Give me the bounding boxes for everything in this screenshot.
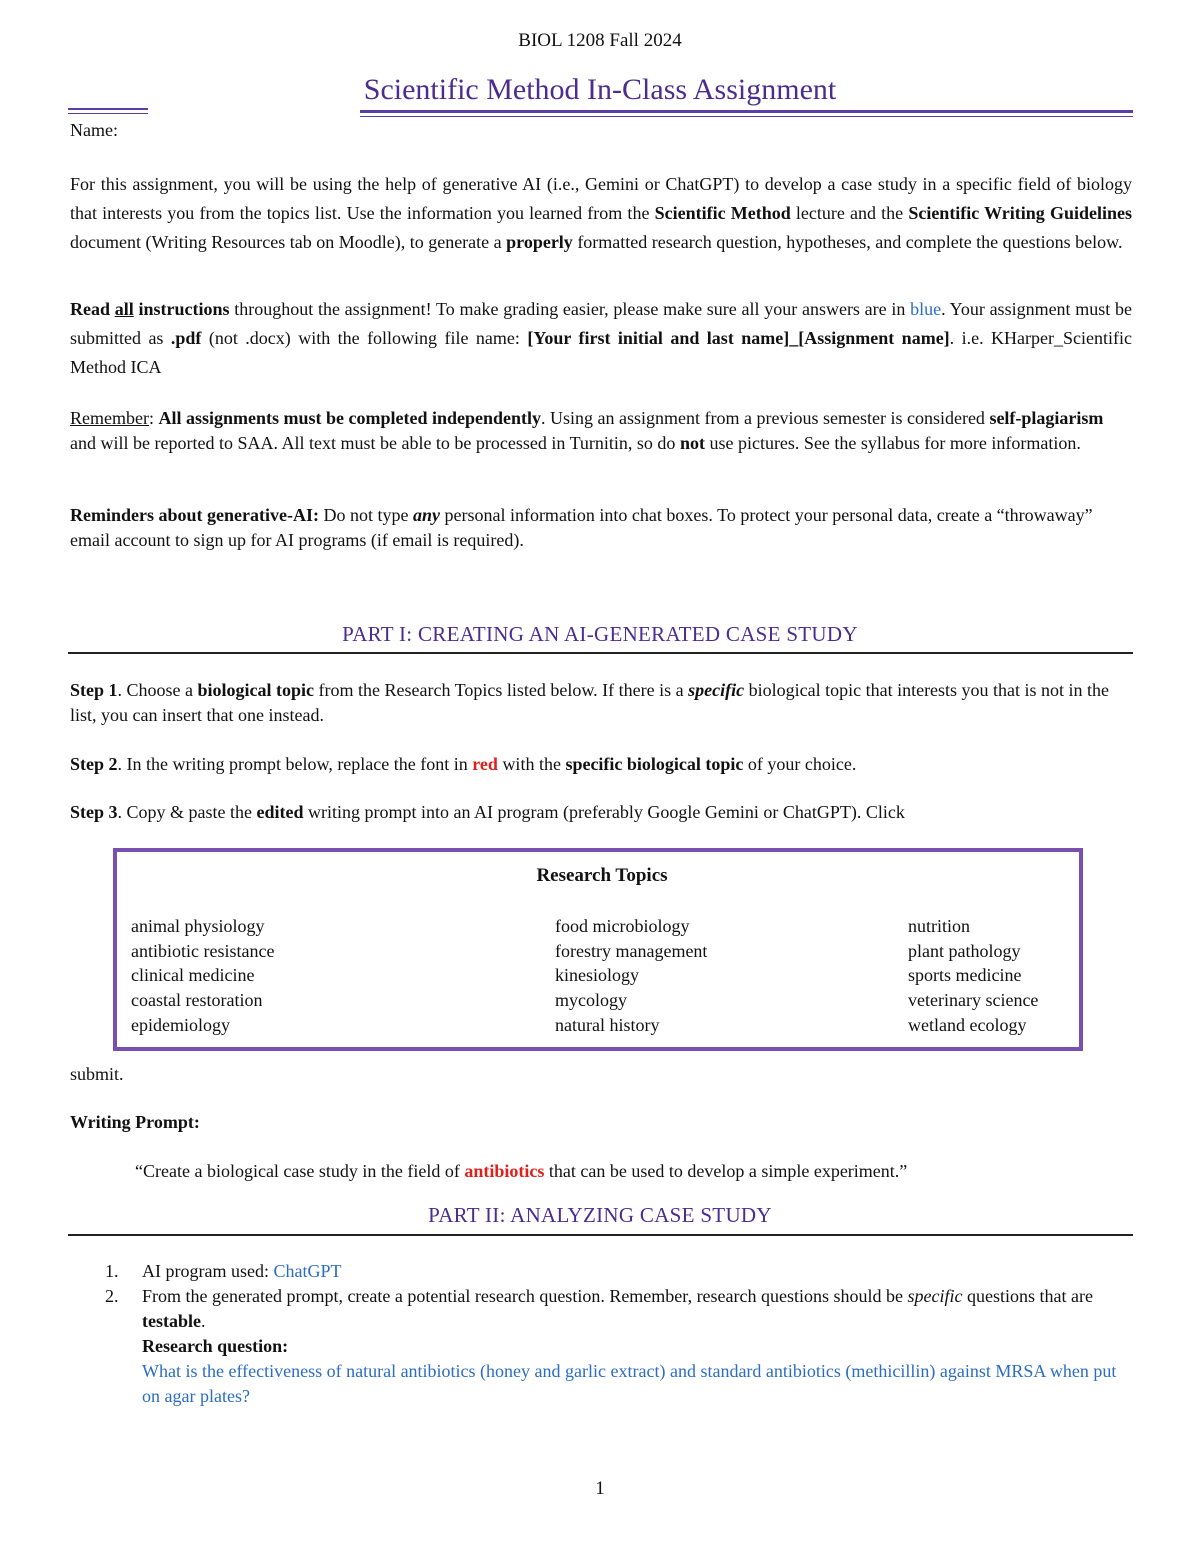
part1-rule [68,652,1133,654]
ai-program-answer: ChatGPT [273,1261,342,1281]
topic-item: food microbiology [555,916,690,936]
topic-item: coastal restoration [131,990,263,1011]
topic-item: wetland ecology [908,1014,1027,1035]
question-list [105,1259,1135,1409]
submit-text: submit. [70,1064,124,1084]
writing-prompt-label: Writing Prompt: [70,1112,200,1132]
title-rule-left [68,108,148,110]
name-label: Name: [70,120,118,140]
title-rule-left-thin [68,113,148,114]
writing-prompt-text: “Create a biological case study in the field of antibiotics that can be used to develop a simple experiment.” [135,1161,908,1181]
instructions-paragraph: Read all instructions throughout the assignment! To make grading easier, please make sure all your answers are in blue. Your assignment must be submitted as .pdf (not .docx) with the following file name: [Your first initial and last name]_[Assignment name]. i.e. KHarper_Scientific Method ICA [70,299,1133,377]
topic-item: nutrition [908,916,970,936]
list-number: 2. [105,1286,119,1306]
topics-column-1 [131,914,274,1038]
topic-item: natural history [555,1014,660,1035]
step2-paragraph: Step 2. In the writing prompt below, replace the font in red with the specific biological topic of your choice. [70,754,857,774]
research-topics-box [113,848,1083,1051]
topic-item: plant pathology [908,940,1021,961]
research-question-label: Research question: [142,1336,289,1356]
list-number: 1. [105,1261,119,1281]
list-item: 2. From the generated prompt, create a potential research question. Remember, research questions should be specific questions that are testable. Research question: What is the effectiveness of natural antibiotics (honey and garlic extract) and standard antibiotics (methicillin) against MRSA when put on agar plates? [105,1286,1117,1406]
topic-item: forestry management [555,940,708,961]
part2-heading: PART II: ANALYZING CASE STUDY [428,1203,772,1227]
intro-paragraph: For this assignment, you will be using the help of generative AI (i.e., Gemini or ChatGPT) to develop a case study in a specific field of biology that interests you from the topics list. Use the information you learned from the Scientific Method lecture and the Scientific Writing Guidelines document (Writing Resources tab on Moodle), to generate a properly formatted research question, hypotheses, and complete the questions below. [70,174,1132,252]
part2-rule [68,1234,1133,1236]
topic-item: veterinary science [908,990,1039,1011]
topics-column-2 [555,914,707,1038]
topic-item: clinical medicine [131,965,255,986]
page-number: 1 [595,1478,605,1499]
topic-item: mycology [555,990,627,1011]
topic-item: epidemiology [131,1014,230,1035]
part1-heading: PART I: CREATING AN AI-GENERATED CASE STUDY [342,622,858,646]
topic-item: animal physiology [131,916,265,936]
step3-paragraph: Step 3. Copy & paste the edited writing prompt into an AI program (preferably Google Gemini or ChatGPT). Click [70,802,905,822]
research-topics-title: Research Topics [536,865,668,886]
topic-item: antibiotic resistance [131,940,275,961]
research-question-answer: What is the effectiveness of natural antibiotics (honey and garlic extract) and standard antibiotics (methicillin) against MRSA when put on agar plates? [142,1361,1117,1406]
list-item: 1. AI program used: ChatGPT [105,1259,1135,1284]
remember-paragraph: Remember: All assignments must be completed independently. Using an assignment from a previous semester is considered self-plagiarism and will be reported to SAA. All text must be able to be processed in Turnitin, so do not use pictures. See the syllabus for more information. [70,408,1104,453]
step1-paragraph: Step 1. Choose a biological topic from the Research Topics listed below. If there is a specific biological topic that interests you that is not in the list, you can insert that one instead. [70,680,1110,725]
topics-column-3 [908,914,1038,1038]
topic-item: sports medicine [908,965,1022,986]
topic-item: kinesiology [555,965,639,986]
ai-reminder-paragraph: Reminders about generative-AI: Do not type any personal information into chat boxes. To protect your personal data, create a “throwaway” email account to sign up for AI programs (if email is required). [70,505,1093,550]
course-header: BIOL 1208 Fall 2024 [518,30,682,51]
title-rule-right [360,110,1133,113]
page-title: Scientific Method In-Class Assignment [363,73,837,106]
